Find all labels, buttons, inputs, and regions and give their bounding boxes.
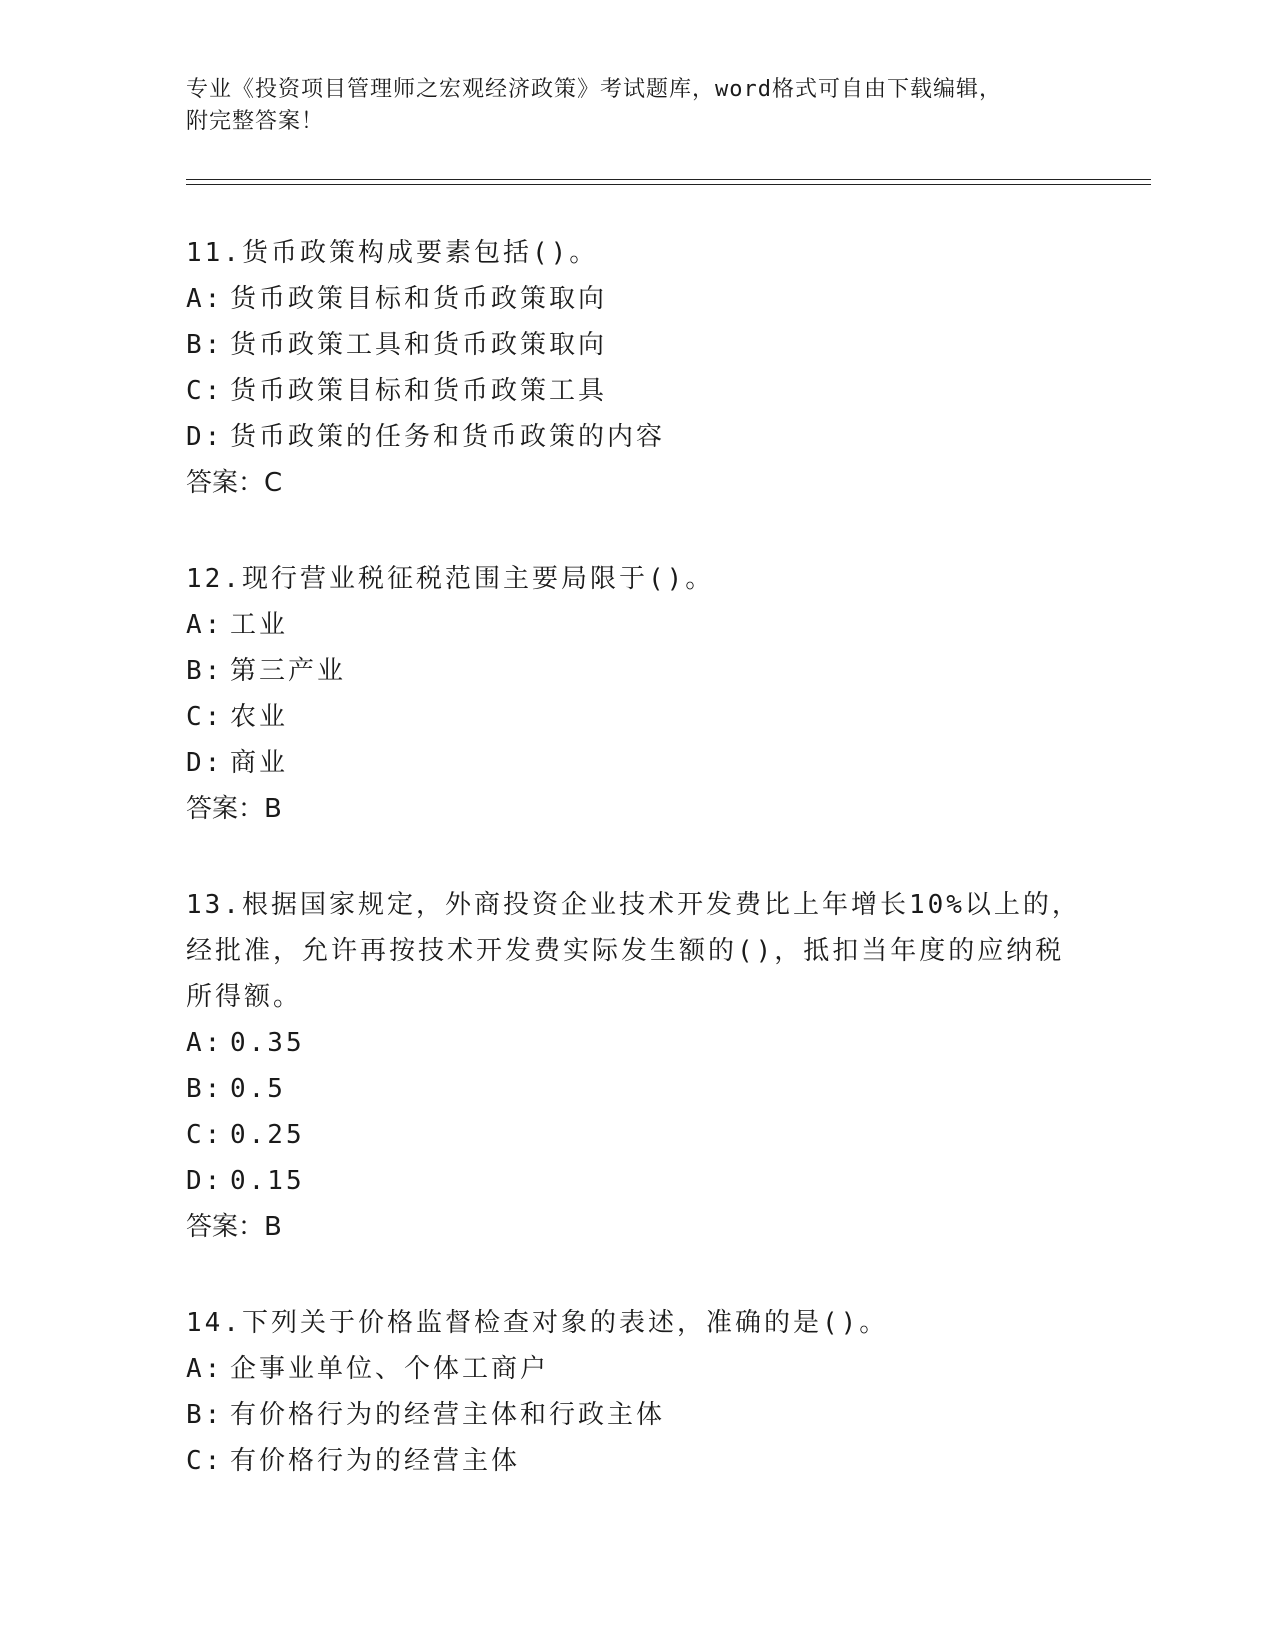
option-text: 0.35 bbox=[230, 1028, 305, 1058]
option-text: 商业 bbox=[230, 748, 289, 778]
option-text: 有价格行为的经营主体 bbox=[230, 1446, 521, 1476]
option-key: A: bbox=[186, 284, 224, 314]
question-list bbox=[186, 230, 1086, 1534]
option-d bbox=[186, 740, 1086, 786]
question-stem: 12.现行营业税征税范围主要局限于()。 bbox=[186, 564, 715, 594]
question-14 bbox=[186, 1300, 1086, 1484]
option-key: A: bbox=[186, 1028, 224, 1058]
option-key: D: bbox=[186, 1166, 224, 1196]
option-a bbox=[186, 1346, 1086, 1392]
option-b bbox=[186, 648, 1086, 694]
header-line-1: 专业《投资项目管理师之宏观经济政策》考试题库，word格式可自由下载编辑， bbox=[186, 77, 1002, 102]
option-b bbox=[186, 1392, 1086, 1438]
header-divider-bottom bbox=[186, 184, 1151, 185]
option-text: 第三产业 bbox=[230, 656, 347, 686]
option-b bbox=[186, 1066, 1086, 1112]
option-a bbox=[186, 602, 1086, 648]
option-c bbox=[186, 694, 1086, 740]
question-12 bbox=[186, 556, 1086, 832]
option-key: A: bbox=[186, 610, 224, 640]
option-d bbox=[186, 414, 1086, 460]
document-header bbox=[186, 74, 1086, 138]
answer-line: 答案：C bbox=[186, 468, 283, 498]
header-divider-top bbox=[186, 179, 1151, 180]
question-stem: 14.下列关于价格监督检查对象的表述，准确的是()。 bbox=[186, 1308, 889, 1338]
option-d bbox=[186, 1158, 1086, 1204]
option-key: D: bbox=[186, 748, 224, 778]
header-line-2: 附完整答案！ bbox=[186, 109, 325, 134]
option-key: B: bbox=[186, 330, 224, 360]
option-text: 货币政策目标和货币政策工具 bbox=[230, 376, 608, 406]
option-c bbox=[186, 1438, 1086, 1484]
question-11 bbox=[186, 230, 1086, 506]
option-key: C: bbox=[186, 702, 224, 732]
option-text: 工业 bbox=[230, 610, 289, 640]
option-key: B: bbox=[186, 656, 224, 686]
option-text: 货币政策的任务和货币政策的内容 bbox=[230, 422, 666, 452]
option-c bbox=[186, 368, 1086, 414]
answer-line: 答案：B bbox=[186, 1212, 282, 1242]
option-text: 0.25 bbox=[230, 1120, 305, 1150]
option-key: C: bbox=[186, 1120, 224, 1150]
option-a bbox=[186, 1020, 1086, 1066]
option-text: 货币政策目标和货币政策取向 bbox=[230, 284, 608, 314]
option-text: 0.15 bbox=[230, 1166, 305, 1196]
option-text: 0.5 bbox=[230, 1074, 286, 1104]
option-text: 有价格行为的经营主体和行政主体 bbox=[230, 1400, 666, 1430]
question-stem: 11.货币政策构成要素包括()。 bbox=[186, 238, 599, 268]
option-key: C: bbox=[186, 376, 224, 406]
option-text: 农业 bbox=[230, 702, 289, 732]
option-key: C: bbox=[186, 1446, 224, 1476]
answer-line: 答案：B bbox=[186, 794, 282, 824]
option-text: 企事业单位、个体工商户 bbox=[230, 1354, 550, 1384]
question-13 bbox=[186, 882, 1086, 1250]
option-a bbox=[186, 276, 1086, 322]
question-stem: 13.根据国家规定，外商投资企业技术开发费比上年增长10%以上的，经批准，允许再按技术开发费实际发生额的()，抵扣当年度的应纳税所得额。 bbox=[186, 890, 1081, 1012]
option-key: A: bbox=[186, 1354, 224, 1384]
option-b bbox=[186, 322, 1086, 368]
option-c bbox=[186, 1112, 1086, 1158]
option-key: B: bbox=[186, 1074, 224, 1104]
option-key: D: bbox=[186, 422, 224, 452]
option-key: B: bbox=[186, 1400, 224, 1430]
option-text: 货币政策工具和货币政策取向 bbox=[230, 330, 608, 360]
